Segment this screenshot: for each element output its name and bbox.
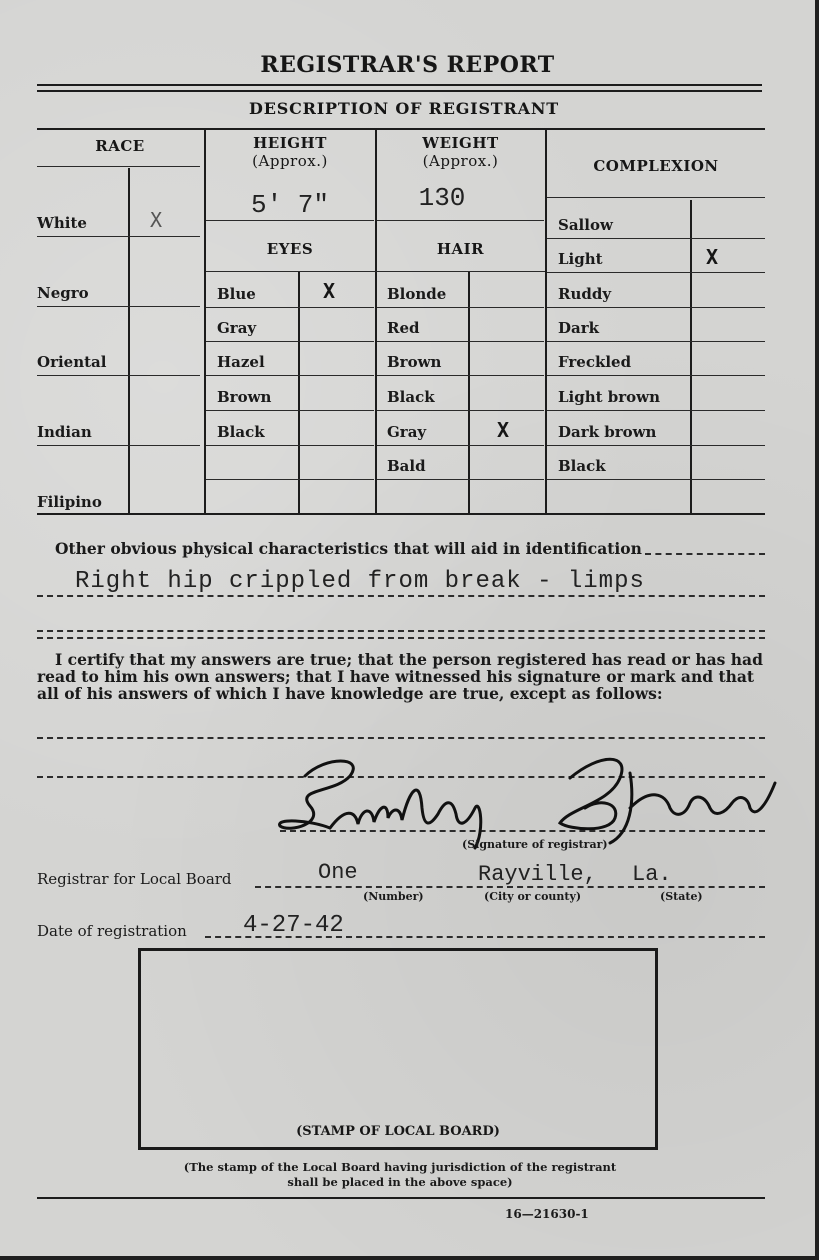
characteristics-line-2 [37,630,765,632]
registration-date-label: Date of registration [37,922,187,940]
eyes-black-label: Black [217,423,265,441]
characteristics-value: Right hip crippled from break - limps [75,568,645,595]
stamp-note-line-1: (The stamp of the Local Board having jurisdiction of the registrant [183,1160,617,1174]
eyes-brown-label: Brown [217,388,272,406]
height-value: 5' 7" [250,190,329,220]
race-white-label: White [37,214,87,232]
race-header-rule [37,166,200,167]
complexion-rule-1 [547,238,765,239]
complexion-header-rule [547,197,765,198]
hair-black-label: Black [387,388,435,406]
eyes-gray-label: Gray [217,319,257,337]
hair-rule-5 [377,445,544,446]
characteristics-label-leader [645,553,765,555]
stamp-note-line-2: shall be placed in the above space) [287,1175,513,1189]
eyes-rule-1 [206,307,374,308]
hair-rule-4 [377,410,544,411]
hair-rule-6 [377,479,544,480]
eyes-rule-4 [206,410,374,411]
complexion-light-label: Light [558,250,603,268]
stamp-box [138,948,658,1150]
race-rule-4 [37,445,200,446]
hair-col-divider [468,272,470,513]
title-rule-1 [37,84,762,86]
local-board-number-caption: (Number) [363,890,424,903]
hair-rule-1 [377,307,544,308]
local-board-city: Rayville, [478,862,597,887]
complexion-rule-4 [547,341,765,342]
height-header: HEIGHT [253,134,327,152]
registration-date-value: 4-27-42 [243,912,344,939]
eyes-hair-header-rule [206,271,545,272]
hair-blonde-label: Blonde [387,285,447,303]
local-board-state-caption: (State) [660,890,703,903]
weight-value: 130 [418,183,466,213]
hair-rule-3 [377,375,544,376]
eyes-hazel-label: Hazel [217,353,265,371]
complexion-header: COMPLEXION [593,157,719,175]
local-board-state: La. [632,862,672,887]
complexion-sallow-label: Sallow [558,216,613,234]
race-header: RACE [95,137,145,155]
complexion-dark-label: Dark [558,319,600,337]
complexion-rule-2 [547,272,765,273]
race-col-divider [128,168,130,513]
complexion-light-brown-label: Light brown [558,388,661,406]
local-board-label: Registrar for Local Board [37,870,232,888]
characteristics-line-1 [37,595,765,597]
form-number: 16—21630-1 [505,1207,589,1221]
race-rule-2 [37,306,200,307]
title-rule-2 [37,90,762,92]
certification-line-1: I certify that my answers are true; that the person registered has read or has had [55,650,763,669]
eyes-rule-3 [206,375,374,376]
eyes-rule-2 [206,341,374,342]
footer-rule [37,1197,765,1199]
race-white-mark: X [150,208,163,232]
complexion-rule-6 [547,410,765,411]
eyes-col-divider [298,272,300,513]
weight-value-rule [377,220,544,221]
complexion-ruddy-label: Ruddy [558,285,612,303]
complexion-rule-8 [547,479,765,480]
hair-header: HAIR [436,240,485,258]
race-rule-1 [37,236,200,237]
eyes-blue-mark: X [323,279,336,303]
exceptions-line-1 [37,737,765,739]
complexion-rule-3 [547,307,765,308]
signature-caption: (Signature of registrar) [462,838,608,851]
complexion-dark-brown-label: Dark brown [558,423,657,441]
race-rule-3 [37,375,200,376]
weight-header: WEIGHT [422,134,499,152]
complexion-rule-7 [547,445,765,446]
characteristics-label: Other obvious physical characteristics that will aid in identification [55,539,642,558]
height-subheader: (Approx.) [252,152,328,170]
hair-rule-2 [377,341,544,342]
weight-complexion-divider [545,128,547,513]
race-filipino-label: Filipino [37,493,102,511]
hair-gray-mark: X [497,418,510,442]
form-title: REGISTRAR'S REPORT [260,52,555,78]
form-subtitle: DESCRIPTION OF REGISTRANT [249,99,559,118]
weight-subheader: (Approx.) [422,152,499,170]
complexion-light-mark: X [706,245,719,269]
race-oriental-label: Oriental [37,353,107,371]
height-value-rule [206,220,374,221]
stamp-label: (STAMP OF LOCAL BOARD) [296,1124,500,1139]
eyes-rule-6 [206,479,374,480]
eyes-blue-label: Blue [217,285,256,303]
complexion-black-label: Black [558,457,606,475]
eyes-header: EYES [266,240,314,258]
race-negro-label: Negro [37,284,89,302]
hair-brown-label: Brown [387,353,442,371]
certification-line-2: read to him his own answers; that I have witnessed his signature or mark and that [37,667,755,686]
hair-bald-label: Bald [387,457,426,475]
complexion-col-divider [690,200,692,513]
local-board-number: One [318,860,358,885]
hair-red-label: Red [387,319,420,337]
complexion-freckled-label: Freckled [558,353,632,371]
race-indian-label: Indian [37,423,92,441]
characteristics-line-3 [37,637,765,639]
eyes-rule-5 [206,445,374,446]
hair-gray-label: Gray [387,423,427,441]
complexion-rule-5 [547,375,765,376]
table-bottom-rule [37,513,765,515]
local-board-city-caption: (City or county) [484,890,582,903]
table-top-rule [37,128,765,130]
race-height-divider [204,128,206,513]
certification-line-3: all of his answers of which I have knowledge are true, except as follows: [37,684,663,703]
